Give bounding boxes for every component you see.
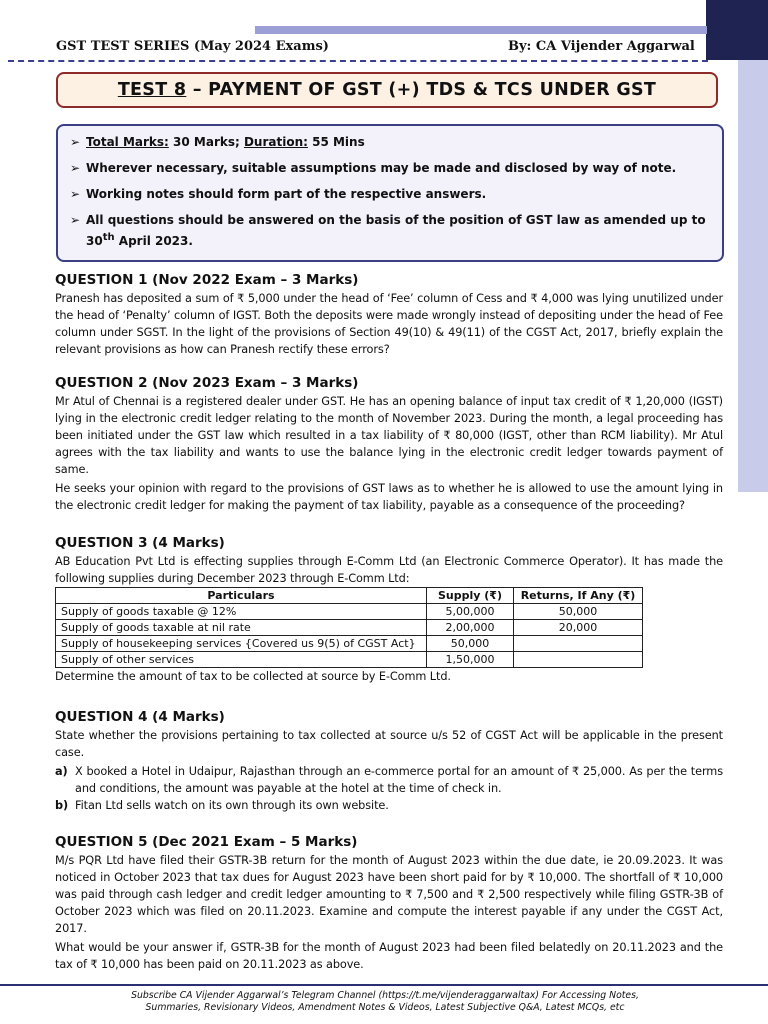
arrow-bullet-icon: ➢: [70, 135, 81, 149]
table-header: Returns, If Any (₹): [514, 588, 643, 604]
sub-question-a: [55, 763, 723, 797]
table-cell: Supply of goods taxable at nil rate: [56, 620, 427, 636]
question-4: [55, 709, 723, 814]
instruction-assumptions: [70, 160, 706, 177]
question-5: [55, 834, 723, 973]
table-header: Particulars: [56, 588, 427, 604]
instruction-text: Wherever necessary, suitable assumptions may be made and disclosed by way of note.: [86, 161, 677, 175]
test-number: TEST 8: [117, 80, 187, 100]
instruction-marks: [70, 134, 706, 151]
header-rule: [255, 26, 707, 34]
instruction-text: All questions should be answered on the basis of the position of GST law as amended up to 30: [86, 213, 706, 248]
instructions-box: [56, 124, 724, 262]
sub-question-label: b): [55, 799, 69, 812]
sub-question-text: Fitan Ltd sells watch on its own through its own website.: [75, 799, 389, 812]
table-header-row: [56, 588, 643, 604]
question-text: He seeks your opinion with regard to the provisions of GST laws as to whether he is allowed to use the amount lying in the electronic credit ledger for making the payment of tax liability, payable as a consequence of the proceeding?: [55, 482, 723, 512]
footer-note: [60, 990, 710, 1014]
table-cell: Supply of other services: [56, 652, 427, 668]
test-title: [118, 80, 656, 100]
header-dashed-rule: [8, 60, 708, 62]
supplies-table: [55, 587, 643, 668]
table-cell: 50,000: [514, 604, 643, 620]
arrow-bullet-icon: ➢: [70, 213, 81, 227]
instruction-working-notes: [70, 186, 706, 203]
table-cell: 2,00,000: [427, 620, 514, 636]
question-text: M/s PQR Ltd have filed their GSTR-3B return for the month of August 2023 within the due date, ie 20.09.2023. It was noticed in October 2023 that tax dues for August 2023 have been short paid for by ₹ 10,000. The shortfall of ₹ 10,000 was paid through cash ledger and credit ledger amounting to ₹ 7,500 and ₹ 2,500 respectively while filing GSTR-3B of October 2023 which was filed on 20.11.2023. Examine and compute the interest payable if any under the CGST Act, 2017.: [55, 854, 723, 935]
question-text: State whether the provisions pertaining to tax collected at source u/s 52 of CGST Act will be applicable in the present case.: [55, 729, 723, 759]
arrow-bullet-icon: ➢: [70, 161, 81, 175]
table-cell: [514, 636, 643, 652]
table-header: Supply (₹): [427, 588, 514, 604]
question-text: AB Education Pvt Ltd is effecting supplies through E-Comm Ltd (an Electronic Commerce Operator). It has made the following supplies during December 2023 through E-Comm Ltd:: [55, 555, 723, 585]
question-3: [55, 535, 723, 685]
instruction-law-position: [70, 212, 706, 250]
table-cell: 1,50,000: [427, 652, 514, 668]
duration-value: 55 Mins: [307, 135, 365, 149]
question-text: Mr Atul of Chennai is a registered dealer under GST. He has an opening balance of input tax credit of ₹ 1,20,000 (IGST) lying in the electronic credit ledger relating to the month of November 2023. During the month, a legal proceeding has been initiated under the GST law which resulted in a tax liability of ₹ 80,000 (IGST, other than RCM liability). Mr Atul agrees with the tax liability and wants to use the balance lying in the electronic credit ledger towards payment of same.: [55, 395, 723, 476]
question-heading: QUESTION 5 (Dec 2021 Exam – 5 Marks): [55, 834, 358, 850]
question-text: Pranesh has deposited a sum of ₹ 5,000 under the head of ‘Fee’ column of Cess and ₹ 4,000 was lying unutilized under the head of ‘Penalty’ column of IGST. Both the deposits were made wrongly instead of depositing under the head of Fee column under SGST. In the light of the provisions of Section 49(10) & 49(11) of the CGST Act, 2017, briefly explain the relevant provisions as how can Pranesh rectify these errors?: [55, 292, 723, 356]
instruction-text: Working notes should form part of the respective answers.: [86, 187, 487, 201]
corner-decoration: [706, 0, 768, 60]
total-marks-label: Total Marks:: [86, 135, 169, 149]
table-cell: Supply of goods taxable @ 12%: [56, 604, 427, 620]
duration-label: Duration:: [243, 135, 308, 149]
table-cell: Supply of housekeeping services {Covered us 9(5) of CGST Act}: [56, 636, 427, 652]
question-heading: QUESTION 1 (Nov 2022 Exam – 3 Marks): [55, 272, 359, 288]
table-row: [56, 620, 643, 636]
test-title-box: [56, 72, 718, 108]
footer-line-1: Subscribe CA Vijender Aggarwal’s Telegram Channel (https://t.me/vijenderaggarwaltax) For Accessing Notes,: [131, 990, 639, 1001]
instruction-date: April 2023.: [114, 234, 193, 248]
author-name: By: CA Vijender Aggarwal: [508, 39, 695, 54]
total-marks-value: 30 Marks;: [168, 135, 244, 149]
question-heading: QUESTION 2 (Nov 2023 Exam – 3 Marks): [55, 375, 359, 391]
side-decoration: [738, 60, 768, 492]
question-heading: QUESTION 4 (4 Marks): [55, 709, 225, 725]
sub-question-b: [55, 797, 723, 814]
footer-rule: [0, 984, 768, 986]
question-text: What would be your answer if, GSTR-3B for the month of August 2023 had been filed belatedly on 20.11.2023 and the tax of ₹ 10,000 has been paid on 20.11.2023 as above.: [55, 941, 723, 971]
series-title: GST TEST SERIES (May 2024 Exams): [56, 39, 329, 54]
footer-line-2: Summaries, Revisionary Videos, Amendment Notes & Videos, Latest Subjective Q&A, Latest MCQs, etc: [145, 1002, 625, 1013]
question-heading: QUESTION 3 (4 Marks): [55, 535, 225, 551]
ordinal-suffix: th: [102, 232, 115, 243]
table-cell: 20,000: [514, 620, 643, 636]
question-2: [55, 375, 723, 514]
table-cell: 5,00,000: [427, 604, 514, 620]
table-row: [56, 604, 643, 620]
sub-question-text: X booked a Hotel in Udaipur, Rajasthan through an e-commerce portal for an amount of ₹ 25,000. As per the terms and conditions, the amount was payable at the hotel at the time of check in.: [75, 765, 723, 795]
table-row: [56, 636, 643, 652]
question-1: [55, 272, 723, 358]
table-cell: [514, 652, 643, 668]
table-cell: 50,000: [427, 636, 514, 652]
arrow-bullet-icon: ➢: [70, 187, 81, 201]
test-topic: – PAYMENT OF GST (+) TDS & TCS UNDER GST: [186, 80, 657, 100]
sub-question-label: a): [55, 765, 68, 778]
question-text: Determine the amount of tax to be collected at source by E-Comm Ltd.: [55, 670, 451, 683]
table-row: [56, 652, 643, 668]
